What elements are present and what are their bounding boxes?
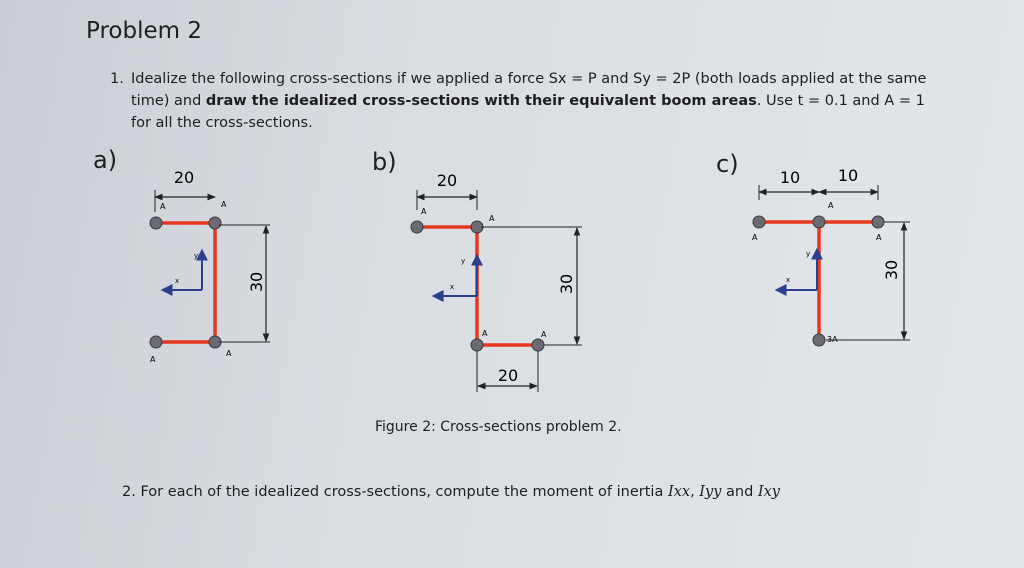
- c-right-dim-text: 10: [837, 166, 859, 185]
- b-boom-label: A: [489, 214, 495, 223]
- c-y-axis-label: y: [806, 250, 811, 258]
- c-boom-center: [813, 216, 825, 228]
- b-boom-bottom-right: [532, 339, 544, 351]
- c-left-dim-text: 10: [779, 168, 801, 187]
- section-b: [411, 171, 582, 392]
- a-boom-top-left: [150, 217, 162, 229]
- a-boom-top-right: [209, 217, 221, 229]
- c-height-dim-text: 30: [882, 259, 901, 281]
- c-boom-right: [872, 216, 884, 228]
- b-x-axis-label: x: [450, 283, 455, 291]
- item-1-text-c: . Use t = 0.1 and A = 1 for all the cross-sections.: [131, 93, 925, 131]
- b-height-dim-text: 30: [557, 273, 576, 295]
- section-b-label: b): [372, 148, 397, 176]
- section-a-label: a): [93, 146, 118, 174]
- iyy-symbol: Iyy: [699, 484, 722, 500]
- a-boom-bottom-left: [150, 336, 162, 348]
- a-top-dim-text: 20: [173, 168, 195, 187]
- problem-item-2: 2. For each of the idealized cross-sections, compute the moment of inertia Ixx, Iyy and Ixy: [122, 484, 781, 500]
- problem-heading: Problem 2: [86, 18, 202, 44]
- a-boom-label: A: [150, 355, 156, 364]
- c-boom-label: A: [876, 233, 882, 242]
- item-1-text-bold: draw the idealized cross-sections with their equivalent boom areas: [205, 93, 757, 109]
- item-2-number: 2.: [122, 484, 136, 500]
- b-boom-bottom-left: [471, 339, 483, 351]
- a-boom-label: A: [160, 202, 166, 211]
- c-x-axis-label: x: [786, 276, 791, 284]
- a-y-axis-label: y: [194, 252, 199, 260]
- b-boom-top-left: [411, 221, 423, 233]
- a-boom-label: A: [221, 200, 227, 209]
- ixx-symbol: Ixx: [667, 484, 691, 500]
- a-boom-label: A: [226, 349, 232, 358]
- c-boom-bottom: [813, 334, 825, 346]
- c-boom-left: [753, 216, 765, 228]
- b-bottom-dim-text: 20: [497, 366, 519, 385]
- b-boom-label: A: [482, 329, 488, 338]
- figure-caption: Figure 2: Cross-sections problem 2.: [375, 419, 622, 435]
- b-boom-label: A: [541, 330, 547, 339]
- a-x-axis-label: x: [175, 277, 180, 285]
- c-boom-label: A: [828, 201, 834, 210]
- c-boom-label-3a: 3A: [827, 335, 838, 344]
- ixy-symbol: Ixy: [757, 484, 781, 500]
- item-1-text-a: Idealize the following cross-sections if we applied a force Sx = P and Sy = 2P (both loads applied at the same time) and: [131, 71, 927, 109]
- c-boom-label: A: [752, 233, 758, 242]
- section-a: [150, 168, 270, 364]
- item-2-text: For each of the idealized cross-sections, compute the moment of inertia: [140, 484, 668, 500]
- item-2-and: and: [726, 484, 754, 500]
- a-height-dim-text: 30: [247, 271, 266, 293]
- b-y-axis-label: y: [461, 257, 466, 265]
- section-c: [752, 166, 910, 346]
- section-c-label: c): [716, 150, 739, 178]
- b-top-dim-text: 20: [436, 171, 458, 190]
- item-1-number: 1.: [110, 71, 124, 87]
- b-boom-label: A: [421, 207, 427, 216]
